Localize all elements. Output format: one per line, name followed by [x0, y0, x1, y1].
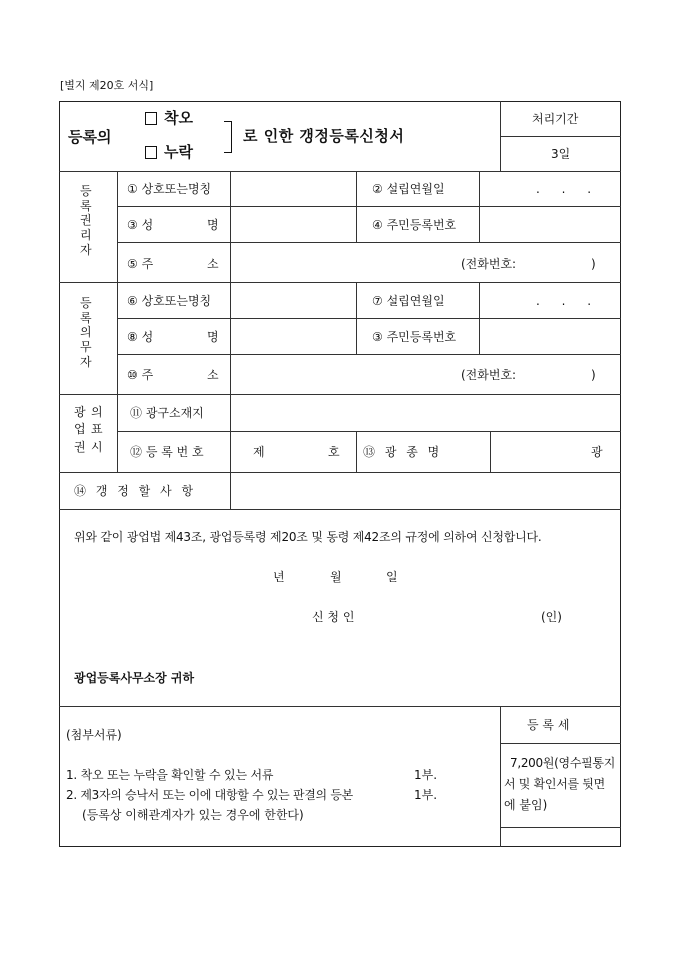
divider [117, 354, 621, 355]
divider [117, 171, 118, 472]
divider [500, 706, 501, 847]
attachment-item: 2. 제3자의 승낙서 또는 이에 대항할 수 있는 판결의 등본 [66, 788, 353, 802]
obligor-idno-label: ③ 주민등록번호 [372, 330, 457, 344]
divider [356, 282, 357, 354]
registration-fee-text: 서 및 확인서를 뒷면 [504, 777, 605, 791]
holder-address-suffix: 소 [207, 257, 219, 271]
divider [117, 242, 621, 243]
application-statement: 위와 같이 광업법 제43조, 광업등록령 제20조 및 동령 제42조의 규정에 의하여 신청합니다. [74, 530, 542, 544]
attachment-note: (등록상 이해관계자가 있는 경우에 한한다) [82, 808, 304, 822]
date-day-label: 일 [386, 570, 398, 584]
error-checkbox[interactable] [145, 112, 157, 125]
correction-field[interactable] [231, 473, 620, 508]
holder-name-label: ① 상호또는명칭 [127, 182, 212, 196]
divider [500, 101, 501, 171]
holder-phone-label: (전화번호: [461, 257, 517, 271]
obligor-section-label: 등 록 의 무 자 [80, 296, 92, 369]
obligor-phone-label: (전화번호: [461, 368, 517, 382]
date-month-label: 월 [330, 570, 342, 584]
mineral-name-label: ⑬ 광 종 명 [363, 445, 440, 459]
mining-right-label: 광 업 권 [74, 405, 86, 454]
divider [117, 431, 621, 432]
obligor-address-label: ⑩ 주 [127, 368, 154, 382]
page-title: 로 인한 갱정등록신청서 [243, 127, 405, 145]
divider [356, 431, 357, 472]
obligor-name-label: ⑥ 상호또는명칭 [127, 294, 212, 308]
registration-fee-text: 7,200원(영수필통지 [510, 756, 615, 770]
registration-fee-text: 에 붙임) [504, 798, 548, 812]
date-year-label: 년 [273, 570, 285, 584]
holder-person-suffix: 명 [207, 218, 219, 232]
divider [59, 706, 621, 707]
obligor-person-field[interactable] [231, 319, 355, 353]
holder-date-label: ② 설립연월일 [372, 182, 445, 196]
obligor-phone-close: ) [591, 368, 596, 382]
registration-number-suffix: 호 [328, 445, 340, 459]
attachment-copies: 1부. [414, 788, 438, 802]
holder-section-label: 등 록 권 리 자 [80, 184, 92, 257]
error-option-label: 착오 [164, 109, 193, 127]
registration-number-prefix: 제 [253, 445, 265, 459]
holder-phone-close: ) [591, 257, 596, 271]
divider [490, 431, 491, 472]
obligor-address-suffix: 소 [207, 368, 219, 382]
obligor-person-suffix: 명 [207, 330, 219, 344]
display-label: 의 표 시 [91, 405, 103, 454]
processing-period-label: 처리기간 [532, 112, 579, 126]
omission-checkbox[interactable] [145, 146, 157, 159]
omission-option-label: 누락 [164, 143, 193, 161]
title-prefix: 등록의 [68, 128, 112, 146]
obligor-idno-field[interactable] [480, 319, 620, 353]
obligor-date-label: ⑦ 설립연월일 [372, 294, 445, 308]
attachment-item: 1. 착오 또는 누락을 확인할 수 있는 서류 [66, 768, 274, 782]
registration-fee-label: 등 록 세 [527, 718, 570, 732]
seal-mark: (인) [541, 610, 562, 624]
divider [356, 171, 357, 242]
obligor-date-value[interactable]: . . . [536, 294, 592, 308]
holder-date-value[interactable]: . . . [536, 182, 592, 196]
correction-label: ⑭ 갱 정 할 사 항 [74, 484, 194, 498]
obligor-name-field[interactable] [231, 283, 355, 317]
attachments-title: (첨부서류) [66, 728, 122, 742]
divider [500, 827, 621, 828]
attachment-copies: 1부. [414, 768, 438, 782]
addressee: 광업등록사무소장 귀하 [74, 671, 195, 685]
processing-period-value: 3일 [551, 147, 571, 161]
mine-suffix: 광 [591, 445, 603, 459]
divider [59, 509, 621, 510]
form-number-label: [별지 제20호 서식] [60, 79, 154, 92]
registration-number-label: ⑫ 등 록 번 호 [130, 445, 204, 459]
applicant-label: 신 청 인 [312, 610, 355, 624]
mine-location-field[interactable] [231, 395, 620, 430]
divider [500, 136, 621, 137]
holder-idno-field[interactable] [480, 207, 620, 241]
holder-person-field[interactable] [231, 207, 355, 241]
obligor-person-label: ⑧ 성 [127, 330, 154, 344]
holder-idno-label: ④ 주민등록번호 [372, 218, 457, 232]
mine-location-label: ⑪ 광구소재지 [130, 406, 204, 420]
divider [500, 743, 621, 744]
holder-person-label: ③ 성 [127, 218, 154, 232]
holder-name-field[interactable] [231, 172, 355, 205]
holder-address-label: ⑤ 주 [127, 257, 154, 271]
bracket-icon [224, 121, 232, 153]
